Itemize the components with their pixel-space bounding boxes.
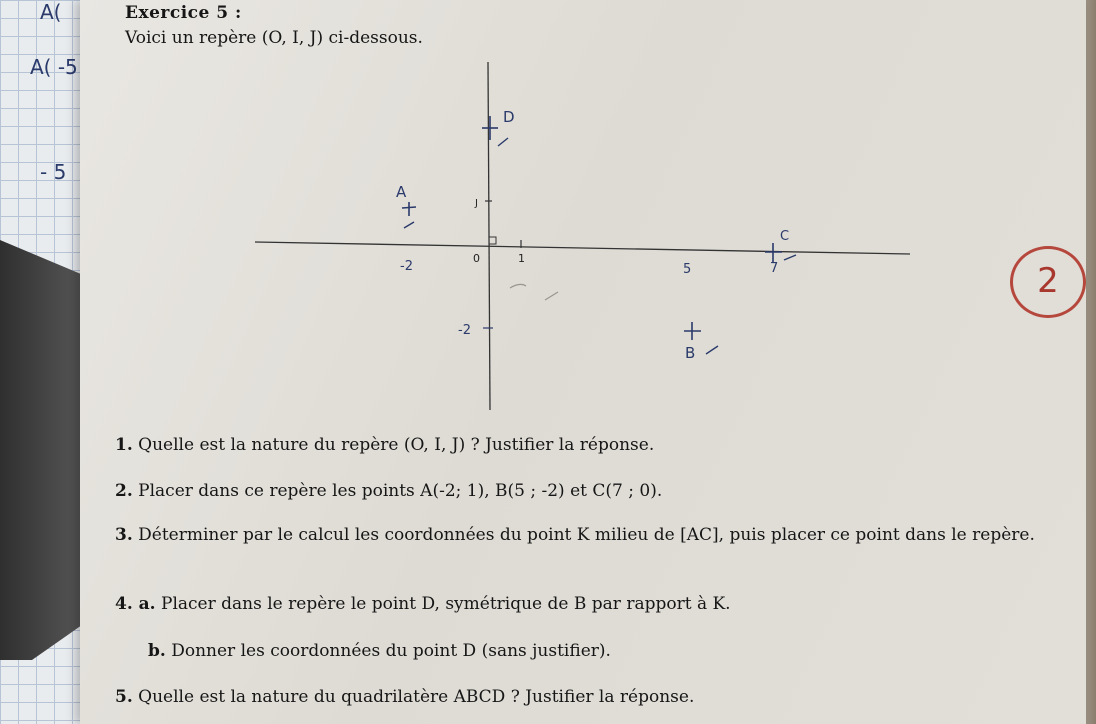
question-1-text: Quelle est la nature du repère (O, I, J) ? Justifier la réponse. — [138, 435, 655, 455]
coordinate-system — [80, 0, 1086, 420]
point-c-label: C — [780, 229, 790, 244]
y-axis — [488, 62, 490, 410]
question-4b-num: b. — [148, 641, 166, 661]
grade-circle: 2 — [1010, 246, 1086, 318]
point-b-label: B — [685, 344, 696, 362]
i-label: 1 — [518, 252, 525, 265]
exercise-title: Exercice 5 : — [125, 3, 242, 23]
tick-label-5: 5 — [683, 262, 692, 277]
exercise-sheet — [80, 0, 1086, 724]
x-axis — [255, 242, 910, 254]
question-2-num: 2. — [115, 481, 133, 501]
question-4b-text: Donner les coordonnées du point D (sans justifier). — [171, 641, 611, 661]
question-5-text: Quelle est la nature du quadrilatère ABCD ? Justifier la réponse. — [138, 687, 695, 707]
pencil-mark-2 — [545, 292, 558, 300]
question-2 — [115, 480, 662, 502]
question-3-text: Déterminer par le calcul les coordonnées du point K milieu de [AC], puis placer ce point dans le repère. — [138, 525, 1035, 545]
question-4a-text: Placer dans le repère le point D, symétrique de B par rapport à K. — [161, 594, 731, 614]
point-b-check — [706, 346, 718, 354]
point-d-label: D — [503, 108, 515, 126]
question-1 — [115, 434, 654, 456]
point-d-check — [498, 138, 508, 146]
question-5-num: 5. — [115, 687, 133, 707]
question-1-num: 1. — [115, 435, 133, 455]
origin-label: 0 — [473, 252, 480, 265]
question-4a — [115, 593, 731, 615]
exercise-intro: Voici un repère (O, I, J) ci-dessous. — [125, 28, 423, 48]
left-note-3: - 5 — [40, 160, 67, 184]
left-note-2: A( -5 — [30, 55, 78, 79]
question-4b — [148, 640, 611, 662]
pencil-mark — [510, 284, 526, 288]
tick-label-7: 7 — [770, 261, 779, 276]
j-label: J — [475, 198, 478, 209]
question-3 — [115, 524, 1045, 546]
question-5 — [115, 686, 694, 708]
tick-label-y-minus2: -2 — [458, 323, 471, 338]
tick-label-minus2: -2 — [400, 259, 413, 274]
point-c-check — [784, 255, 796, 260]
question-4a-num: 4. a. — [115, 594, 156, 614]
question-2-text: Placer dans ce repère les points A(-2; 1), B(5 ; -2) et C(7 ; 0). — [138, 481, 663, 501]
point-a-label: A — [396, 183, 407, 201]
point-a-check — [404, 222, 414, 228]
question-3-num: 3. — [115, 525, 133, 545]
notebook-cover — [0, 240, 80, 660]
left-note-1: A( — [40, 0, 62, 24]
right-angle-mark — [489, 237, 496, 244]
